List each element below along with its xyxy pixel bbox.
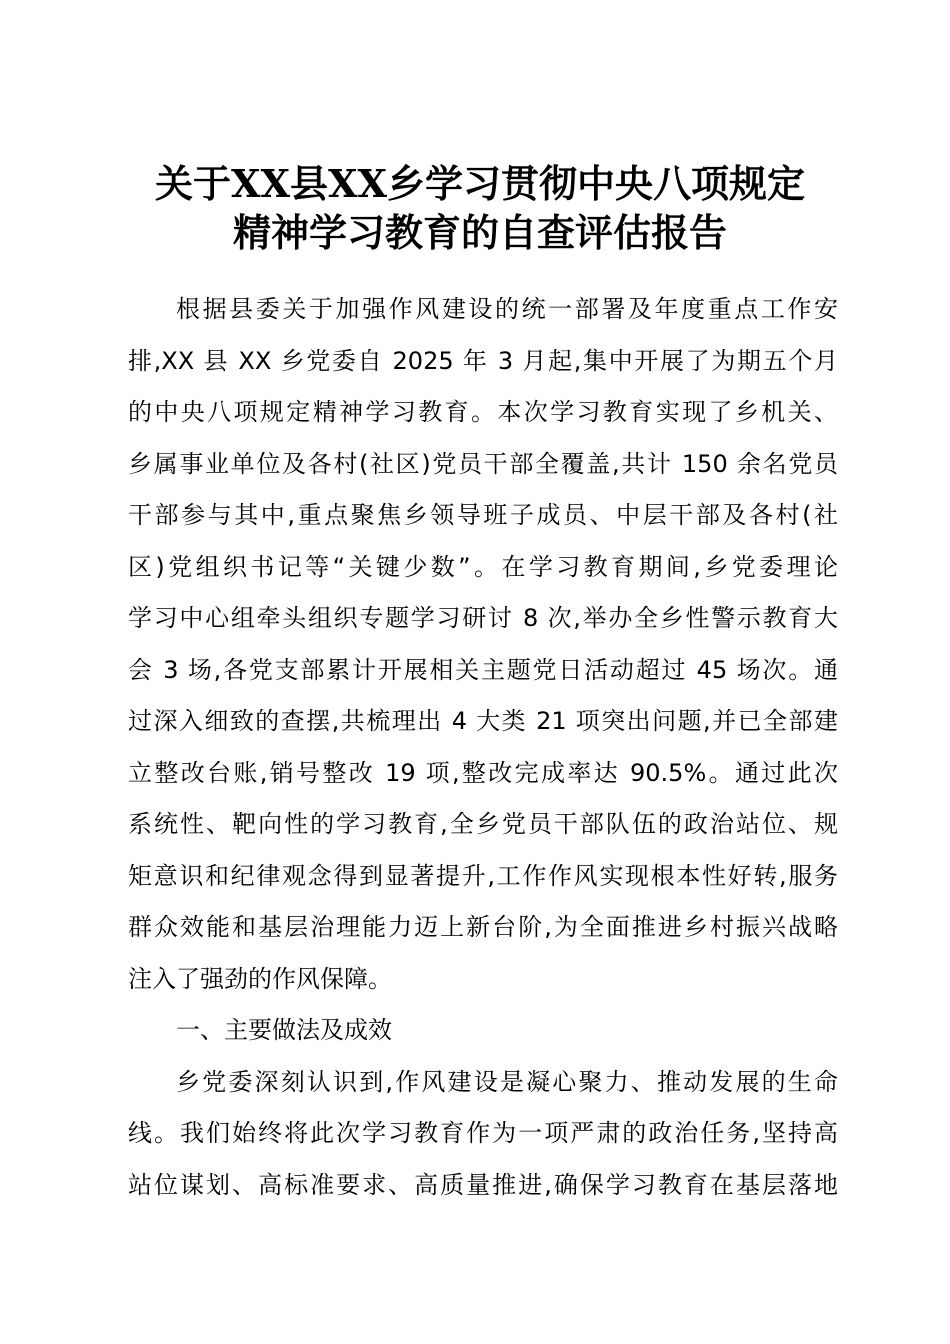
paragraph-1-line: 的中央八项规定精神学习教育。本次学习教育实现了乡机关、	[128, 398, 838, 426]
paragraph-1-line: 区)党组织书记等“关键少数”。在学习教育期间,乡党委理论	[128, 552, 838, 581]
paragraph-2-line: 线。我们始终将此次学习教育作为一项严肃的政治任务,坚持高	[128, 1119, 838, 1147]
paragraph-1-line: 干部参与其中,重点聚焦乡领导班子成员、中层干部及各村(社	[128, 501, 838, 529]
paragraph-1-line: 系统性、靶向性的学习教育,全乡党员干部队伍的政治站位、规	[128, 810, 838, 838]
paragraph-1-line: 群众效能和基层治理能力迈上新台阶,为全面推进乡村振兴战略	[128, 913, 838, 941]
paragraph-1-line: 排,XX 县 XX 乡党委自 2025 年 3 月起,集中开展了为期五个月	[128, 346, 838, 375]
paragraph-1-line: 根据县委关于加强作风建设的统一部署及年度重点工作安	[176, 295, 838, 323]
paragraph-1-line: 会 3 场,各党支部累计开展相关主题党日活动超过 45 场次。通	[128, 655, 838, 684]
paragraph-1-line: 矩意识和纪律观念得到显著提升,工作作风实现根本性好转,服务	[128, 861, 838, 890]
document-title-line-2: 精神学习教育的自查评估报告	[232, 210, 727, 255]
paragraph-1-line: 立整改台账,销号整改 19 项,整改完成率达 90.5%。通过此次	[128, 758, 838, 787]
paragraph-1-line: 过深入细致的查摆,共梳理出 4 大类 21 项突出问题,并已全部建	[128, 707, 838, 735]
paragraph-2-line: 乡党委深刻认识到,作风建设是凝心聚力、推动发展的生命	[176, 1067, 838, 1096]
paragraph-2-line: 站位谋划、高标准要求、高质量推进,确保学习教育在基层落地	[128, 1170, 838, 1199]
document-body	[128, 284, 838, 1211]
paragraph-1-line: 学习中心组牵头组织专题学习研讨 8 次,举办全乡性警示教育大	[128, 604, 838, 632]
document-title-line-1: 关于XX县XX乡学习贯彻中央八项规定	[155, 161, 805, 206]
section-heading: 一、主要做法及成效	[176, 1016, 392, 1044]
paragraph-1-line: 注入了强劲的作风保障。	[128, 964, 392, 993]
paragraph-1-line: 乡属事业单位及各村(社区)党员干部全覆盖,共计 150 余名党员	[128, 449, 838, 478]
